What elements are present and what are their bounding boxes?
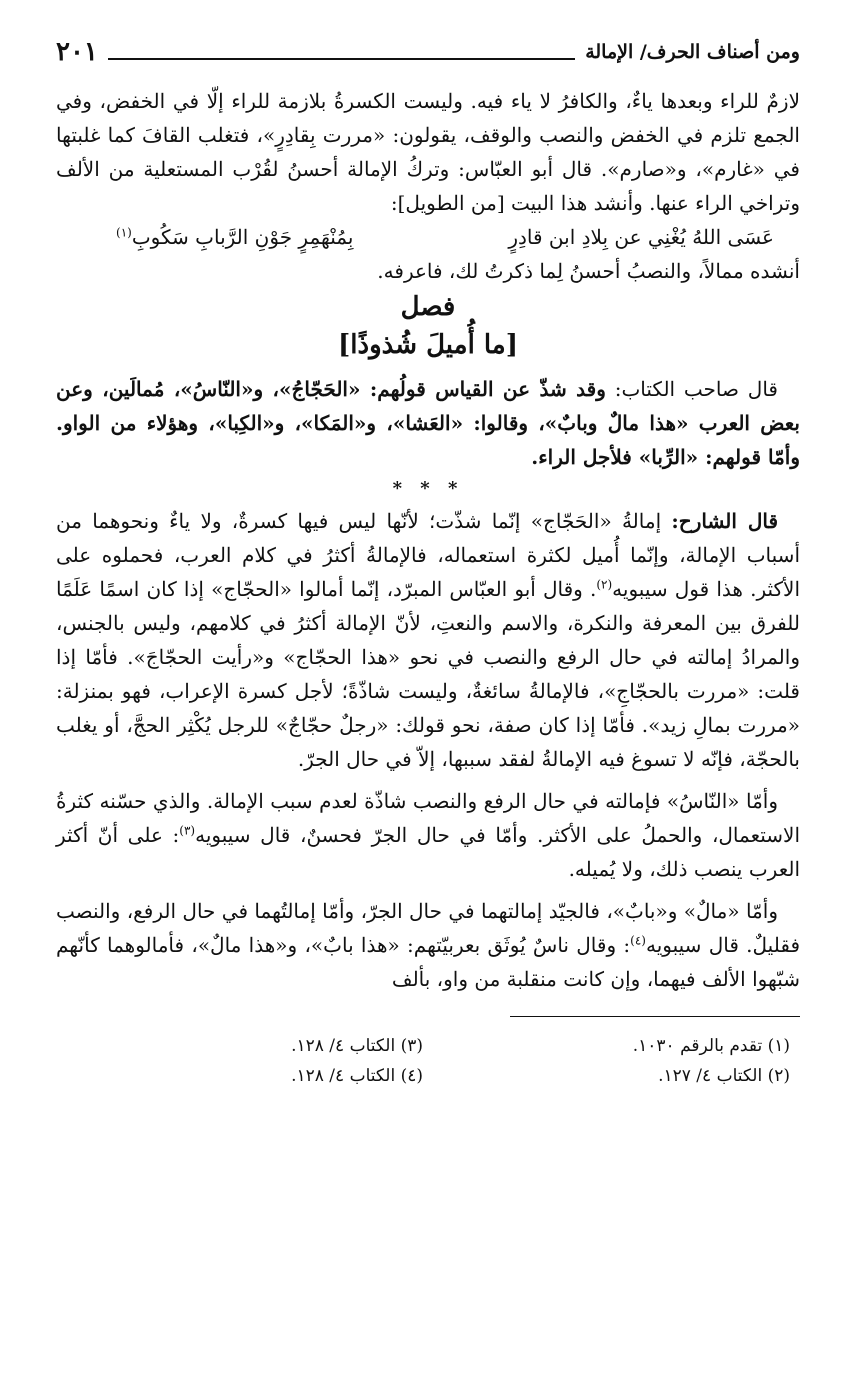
header-rule [108, 58, 575, 60]
commentary-paragraph-3 [56, 894, 800, 996]
verse-first-hemistich: عَسَى اللهُ يُغْنِي عن بِلادِ ابن قادِرٍ [508, 225, 774, 249]
commentary-1a: إمالةُ «الحَجّاج» إنّما شذّت؛ لأنّها ليس فيها كسرةٌ، ولا ياءٌ ونحوهما من أسباب الإمالة، وإنّما أُميل لكثرة استعماله، فالإمالةُ أكثرُ في كلام العرب، فحملوه على الأكثر. هذا قول سيبويه [56, 509, 800, 601]
commentary-3b: : وقال ناسٌ يُوثَق بعربيّتهم: «هذا بابٌ»، و«هذا مالٌ»، فأمالوهما كأنّهم شبّهوا الألف فيهما، وإن كانت منقلبة من واو، بألف [56, 933, 800, 991]
paragraph-2: أنشده ممالاً، والنصبُ أحسنُ لِما ذكرتُ لك، فاعرفه. [377, 259, 800, 283]
commentary-paragraph-1 [56, 504, 800, 776]
section-heading: فصل [400, 292, 456, 322]
poetry-verse [56, 220, 800, 254]
quote-text: وقد شذّ عن القياس قولُهم: «الحَجّاجُ»، و«النّاسُ»، مُمالَين، وعن بعض العرب «هذا مالٌ وبابٌ»، وقالوا: «العَشا»، و«المَكا»، و«الكِبا»، وهؤلاء من الواو. وأمّا قولهم: «الرِّبا» فلأجل الراء. [56, 377, 800, 469]
footnote-ref-4: (٤) [630, 933, 646, 948]
footnote-ref-3: (٣) [179, 823, 196, 838]
running-head [56, 30, 800, 74]
commentary-lead: قال الشارح: [671, 509, 778, 533]
paragraph-1: لازمٌ للراء وبعدها ياءٌ، والكافرُ لا ياء فيه. وليست الكسرةُ بلازمة للراء إلّا في الخفض، وفي الجمع تلزم في الخفض والنصب والوقف، يقولون: «مررت بِقادِرٍ»، فتغلب القافَ كما غلبتها في «غارم»، و«صارم». قال أبو العبّاس: وتركُ الإمالة أحسنُ لقُرْب المستعلية من الألف وتراخي الراء عنها. وأنشد هذا البيت [من الطويل]: [56, 89, 800, 215]
page-body [56, 84, 800, 996]
footnote-4: (٤) الكتاب ٤/ ١٢٨. [291, 1066, 423, 1086]
footnotes [56, 1031, 800, 1091]
section-subheading: [ما أُميلَ شُذوذًا] [337, 330, 519, 360]
verse-second-text: بِمُنْهَمِرٍ جَوْنِ الرَّبابِ سَكُوبِ [131, 225, 354, 249]
running-head-title: ومن أصناف الحرف/ الإمالة [585, 41, 800, 63]
commentary-1b: . وقال أبو العبّاس المبرّد، إنّما أمالوا «الحجّاج» إذا كان اسمًا عَلَمًا للفرق بين المعرفة والنكرة، والاسم والنعتِ، لأنّ الإمالة أكثرُ في كلامهم، وليس بالجنس، والمرادُ إمالته في حال الرفع والنصب في نحو «هذا الحجّاج» و«رأيت الحجّاجَ». فأمّا إذا قلت: «مررت بالحجّاجِ»، فالإمالةُ سائغةٌ، وليست شاذّةً؛ لأجل كسرة الإعراب، فهو بمنزلة: «مررت بمالِ زيد». فأمّا إذا كان صفة، نحو قولك: «رجلٌ حجّاجٌ» للرجل يُكْثِر الحجَّ، أو يغلب بالحجّة، فإنّه لا تسوغ فيه الإمالةُ لفقد سببها، إلاّ في حال الجرّ. [56, 577, 800, 771]
footnote-rule [510, 1016, 800, 1017]
verse-second-hemistich [116, 220, 353, 254]
commentary-2a: وأمّا «النّاسُ» فإمالته في حال الرفع والنصب شاذّة لعدم سبب الإمالة. والذي حسّنه كثرةُ الاستعمال، والحملُ على الأكثر. وأمّا في حال الجرّ فحسنٌ، قال سيبويه [56, 789, 800, 847]
footnote-ref-1: (١) [116, 225, 132, 240]
page-number: ٢٠١ [56, 37, 98, 67]
footnote-3: (٣) الكتاب ٤/ ١٢٨. [291, 1036, 423, 1056]
commentary-paragraph-2 [56, 784, 800, 886]
footnote-2: (٢) الكتاب ٤/ ١٢٧. [658, 1066, 790, 1086]
quote-lead: قال صاحب الكتاب: [614, 377, 778, 401]
commentary-2b: : على أنّ أكثر العرب ينصب ذلك، ولا يُميله. [56, 823, 800, 881]
section-divider: * * * [392, 478, 464, 499]
author-quote [56, 372, 800, 474]
footnote-1: (١) تقدم بالرقم ١٠٣٠. [632, 1036, 790, 1056]
footnote-ref-2: (٢) [596, 577, 613, 592]
commentary-3a: وأمّا «مالٌ» و«بابٌ»، فالجيّد إمالتهما في حال الجرّ، وأمّا إمالتُهما في حال الرفع، والنصب فقليلٌ. قال سيبويه [56, 899, 801, 957]
